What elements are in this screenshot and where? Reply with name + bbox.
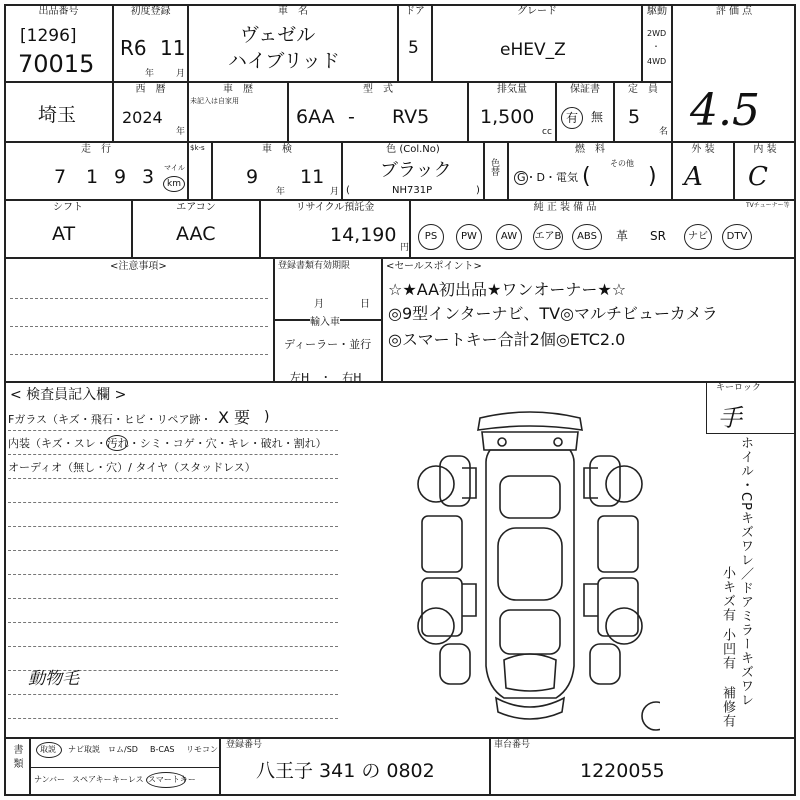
mileage-digit: 9 [114,166,127,188]
inspector-title: < 検査員記入欄 > [10,387,127,403]
left-mirror [462,584,476,616]
caution-line [10,354,268,355]
caution-line [10,326,268,327]
inspection-rule [8,646,338,647]
warranty-yes-circled: 有 [561,107,583,129]
inspection-rule [8,574,338,575]
inspection-rule [8,526,338,527]
equip-pw-circled: PW [456,224,482,250]
score-value: 4.5 [690,85,760,136]
mileage-change-label: $k-s [190,144,205,152]
caution-box [4,258,274,382]
recycle-unit: 円 [400,243,410,253]
doc-item-manual: 取説 [40,745,56,754]
drive-2wd: 2WD [647,29,667,38]
displacement-label: 排気量 [497,84,527,95]
doc-item-plate: ナンバー [34,775,66,784]
mile-note: マイル [164,164,185,172]
lot-bracket: [1296] [20,26,77,46]
color-value: ブラック [380,160,452,181]
western-year-unit: 年 [176,127,186,137]
displacement-unit: cc [542,127,552,137]
inspection-rule [8,478,338,479]
car-name-label: 車 名 [278,6,308,17]
month-unit: 月 [176,69,186,79]
sales-point: ☆★AA初出品★ワンオーナー★☆ [388,280,627,299]
capacity-unit: 名 [659,127,669,137]
car-name-line1: ヴェゼル [240,24,316,46]
hood-shape [504,654,556,691]
western-year-label: 西 暦 [135,84,166,95]
rear-spoiler-shape [478,412,582,430]
model-code: RV5 [392,106,430,128]
inspection-rule [8,550,338,551]
inspection-line-interior: 内装（キズ・スレ・汚れ・シミ・コゲ・穴・キレ・破れ・割れ） [8,437,327,450]
right-mirror [584,584,598,616]
inspection-rule [8,430,338,431]
interior-grade: C [748,162,768,192]
car-name-line2: ハイブリッド [228,50,340,72]
inspection-rule [8,694,338,695]
rear-window [500,476,560,518]
caution-line [10,298,268,299]
inspection-expiry-label: 車 検 [262,144,292,155]
left-front-wheel [418,608,454,644]
lot-number: 70015 [18,50,95,78]
fuel-label: 燃 料 [575,144,605,155]
sales-point: ◎9型インターナビ、TV◎マルチビューカメラ [388,304,718,323]
windshield [500,610,560,654]
score-label: 評 価 点 [715,6,753,17]
right-rear-door [598,516,638,572]
color-change-label: 色替 [489,158,499,176]
right-quarter-glass [584,468,598,498]
left-quarter-glass [462,468,476,498]
legend-small-scratch: 小キズ有 [720,566,735,622]
aircon-label: エアコン [176,202,216,213]
inspection-line-glass: Fガラス（キズ・飛石・ヒビ・リペア跡・ [8,413,212,426]
first-reg-era-year: R6 [120,36,147,60]
front-bumper-shape [496,698,564,719]
glass-paren-close: ) [264,409,270,425]
shift-value: AT [52,223,76,245]
region-value: 埼玉 [38,104,77,126]
grade-label: グレード [517,6,557,17]
expiry-day-unit: 日 [360,299,370,310]
exterior-grade: A [684,162,703,192]
doc-item-spare-key: スペアキー [72,775,112,784]
mileage-digit: 1 [86,166,99,188]
rear-bumper-shape [482,432,578,450]
recycle-value: 14,190 [330,224,397,246]
legend-repaired: 補修有 [720,686,735,728]
displacement-value: 1,500 [480,106,535,128]
doc-item-rom-sd: ロム/SD [108,745,138,754]
chassis-label: 車台番号 [494,740,531,750]
exterior-label: 外 装 [691,144,715,155]
equip-abs-circled: ABS [572,224,602,250]
recycle-label: リサイクル預託金 [295,202,375,213]
door-label: ドア [405,6,425,17]
rear-light-dot [498,438,506,446]
color-number: NH731P [392,185,433,196]
car-diagram [400,398,660,738]
docs-label: 書類 [11,744,22,772]
fuel-paren-open: ( [582,164,591,189]
capacity-value: 5 [628,106,641,128]
smart-key-circle [146,772,186,788]
inspection-rule [8,502,338,503]
year-unit: 年 [145,69,155,79]
drive-label: 駆動 [647,6,667,17]
equip-airbag-circled: エアB [533,224,563,250]
doc-manual-circle [36,742,62,758]
aircon-value: AAC [176,223,216,245]
fuel-paren-close: ) [648,164,657,189]
car-history-note: 未記入は自家用 [190,97,239,105]
legend-small-dent: 小凹有 [720,628,735,670]
doc-item-navi-manual: ナビ取説 [68,745,100,754]
first-reg-month: 11 [160,36,186,60]
inspection-month: 11 [300,166,325,188]
color-paren-open: ( [346,185,350,196]
inspection-rule [8,598,338,599]
expiry-label: 登録書類有効期限 [278,261,351,271]
plate-number: 八王子 341 の 0802 [256,760,435,782]
first-reg-label: 初度登録 [130,6,171,17]
left-rear-door [422,516,462,572]
left-front-fender [440,644,470,684]
doc-item-smart-key: スマートキー [148,775,196,784]
car-history-label: 車 歴 [223,84,253,95]
model-label: 型 式 [363,84,393,95]
doc-item-remote: リモコン [186,745,218,754]
inspection-line-audio: オーディオ（無し・穴）/ タイヤ（スタッドレス） [8,461,256,474]
handwritten-note: 動物毛 [28,669,79,689]
equip-navi-circled: ナビ [684,224,712,250]
equipment-extra-label: TVチューナー等 [746,202,790,209]
equip-leather: 革 [616,229,629,243]
equip-dtv-circled: DTV [722,224,752,250]
left-front-door [422,578,462,636]
km-unit-circled: km [163,176,185,192]
warranty-no: 無 [591,110,604,124]
grade-value: eHEV_Z [500,40,566,60]
inspection-rule [8,718,338,719]
model-prefix: 6AA [296,106,335,128]
keylock-label: キーロック [716,383,761,393]
expiry-month-unit: 月 [314,299,324,310]
caution-label: <注意事項> [110,261,167,272]
glass-replace-mark: X 要 [218,408,251,427]
drive-4wd: 4WD [647,57,667,66]
right-front-wheel [606,608,642,644]
right-front-door [598,578,638,636]
rear-light-dot [554,438,562,446]
interior-stain-circle [106,435,128,451]
fuel-options: G・D・電気 [517,171,578,184]
sales-points-label: <セールスポイント> [386,261,482,272]
spare-tire [642,702,660,730]
roof-panel [498,528,562,600]
doors-value: 5 [408,38,419,58]
right-front-fender [590,644,620,684]
capacity-label: 定 員 [628,84,658,95]
color-label: 色 (Col.No) [386,144,440,155]
inspection-rule [8,454,338,455]
import-steering: 左H ・ 右H [290,371,362,384]
legend-wheel-mirror: ホイル・CPキズワレ／ドアミラーキズワレ [738,436,753,707]
western-year-value: 2024 [122,108,163,127]
mileage-digit: 7 [54,166,67,188]
left-rear-wheel [418,466,454,502]
lot-label: 出品番号 [38,6,79,17]
doc-item-keyless: キーレス [112,775,144,784]
equipment-label: 純 正 装 備 品 [533,202,597,213]
mileage-digit: 3 [142,166,155,188]
fuel-other-label: その他 [610,159,634,168]
inspection-rule [8,622,338,623]
equip-ps-circled: PS [418,224,444,250]
warranty-label: 保証書 [570,84,600,95]
sales-point: ◎スマートキー合計2個◎ETC2.0 [388,330,626,349]
plate-label: 登録番号 [226,740,263,750]
keylock-mark: 手 [718,404,742,432]
import-label: 輸入車 [310,317,340,328]
equip-aw-circled: AW [496,224,522,250]
inspection-year-unit: 年 [276,187,286,197]
color-paren-close: ) [476,185,480,196]
right-rear-wheel [606,466,642,502]
model-dash: - [348,106,355,128]
mileage-label: 走 行 [81,144,111,155]
chassis-number: 1220055 [580,760,665,782]
shift-label: シフト [53,202,83,213]
doc-item-bcas: B-CAS [150,745,175,754]
inspection-month-unit: 月 [330,187,340,197]
import-type: ディーラー・並行 [284,338,372,351]
drive-dot: ・ [652,42,660,51]
interior-label: 内 装 [753,144,777,155]
docs-divider [30,767,220,768]
inspection-year: 9 [246,166,259,188]
equip-sunroof: SR [650,229,666,243]
